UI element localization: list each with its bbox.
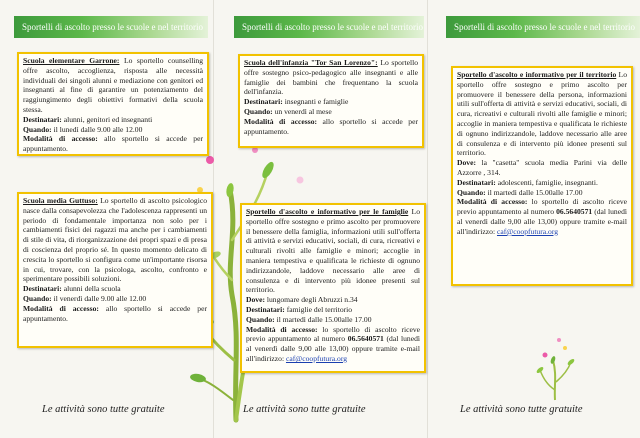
value-quando: il martedì dalle 15.00alle 17.00 xyxy=(485,187,583,197)
value-modalita: allo sportello si accede per appuntamento. xyxy=(244,116,418,136)
box-body: Lo sportello offre sostegno e primo ascolto per promuovere il benessere della famiglia, informazioni utili sull'offerta di attività e servizi educativi, sociali, di cura, ricreativi e culturali rivolti alle famiglie e minori; accoglie in maniera tempestiva e qualificata le richieste di ognuno indirizzandole, laddove necessario alle aree di consulenza e di intervento più idonee presenti sul territorio. xyxy=(246,207,420,295)
panel-header: Sportelli di ascolto presso le scuole e nel territorio xyxy=(14,16,208,38)
value-quando: il venerdì dalle 9.00 alle 12.00 xyxy=(51,293,147,303)
phone-number: 06.5640571 xyxy=(556,207,593,217)
box-title: Scuola elementare Garrone: xyxy=(23,56,120,65)
label-dove: Dove: xyxy=(246,295,265,305)
label-dove: Dove: xyxy=(457,158,476,168)
box-body: Lo sportello offre sostegno e primo ascolto per promuovere il benessere della persona, informazioni utili sull'offerta di attività e servizi educativi, sociali, di cura, ricreativi e culturali rivolti alle famiglie e minori; accoglie in maniera tempestiva e qualificata le richieste di ognuno indirizzandole, laddove necessario alle aree di consulenza e di intervento più idonee presenti sul territorio. xyxy=(457,70,627,158)
value-quando: il lunedì dalle 9.00 alle 12.00 xyxy=(51,124,143,134)
label-destinatari: Destinatari: xyxy=(23,284,62,294)
label-modalita: Modalità di accesso: xyxy=(23,303,99,313)
value-dove: lungomare degli Abruzzi n.34 xyxy=(264,295,358,305)
info-box-famiglie xyxy=(240,203,426,373)
box-title: Scuola media Guttuso: xyxy=(23,196,98,205)
email-link[interactable]: caf@coopfutura.org xyxy=(285,353,348,363)
label-quando: Quando: xyxy=(457,187,486,197)
label-modalita: Modalità di accesso: xyxy=(23,134,98,144)
value-destinatari: insegnanti e famiglie xyxy=(282,97,349,107)
label-destinatari: Destinatari: xyxy=(457,177,496,187)
box-title: Sportello d'ascolto e informativo per il territorio xyxy=(457,70,617,79)
label-modalita: Modalità di accesso: xyxy=(244,116,318,126)
value-modalita: lo sportello di ascolto riceve previo appuntamento al numero xyxy=(246,324,420,344)
box-title: Scuola dell'infanzia "Tor San Lorenzo": xyxy=(244,58,378,67)
label-modalita: Modalità di accesso: xyxy=(246,324,318,334)
value-contact-info: (dal lunedì al venerdì dalle 9,00 alle 13,00) oppure tramite e-mail all'indirizzo: xyxy=(457,207,627,236)
plant-decoration-icon xyxy=(535,330,575,400)
footer-note: Le attività sono tutte gratuite xyxy=(243,404,366,415)
info-box-guttuso xyxy=(17,192,213,348)
value-destinatari: adolescenti, famiglie, insegnanti. xyxy=(495,177,598,187)
label-destinatari: Destinatari: xyxy=(246,304,285,314)
box-body: Lo sportello offre sostegno psico-pedagogico alle insegnanti e alle famiglie dei bambini che frequentano la scuola dell'infanzia. xyxy=(244,58,419,97)
value-dove: la "casetta" scuola media Parini via delle Azzorre , 314. xyxy=(457,158,627,177)
value-modalita: allo sportello si accede per appuntamento. xyxy=(23,303,207,323)
box-title: Sportello d'ascolto e informativo per le famiglie xyxy=(246,207,409,216)
fold-line xyxy=(427,0,428,438)
value-destinatari: famiglie del territorio xyxy=(284,304,353,314)
box-body: Lo sportello counselling offre ascolto, accoglienza, risposta alle necessità individuali dei singoli alunni e mediazione con genitori ed insegnanti al fine di garantire un potenziamento del raggiungimento degli obiettivi formativi della scuola stessa. xyxy=(23,56,204,114)
label-quando: Quando: xyxy=(23,293,52,303)
value-modalita: lo sportello di ascolto riceve previo appuntamento al numero xyxy=(457,197,627,217)
panel-header: Sportelli di ascolto presso le scuole e nel territorio xyxy=(446,16,640,38)
label-quando: Quando: xyxy=(23,124,52,134)
label-destinatari: Destinatari: xyxy=(23,114,62,124)
value-destinatari: alunni della scuola xyxy=(61,284,121,294)
box-body: Lo sportello di ascolto psicologico nasce dalla consapevolezza che l'adolescenza rappresenti un periodo di fondamentale importanza non solo per i cambiamenti fisici dei ragazzi ma anche per i cambiamenti di stile di vita, di riorganizzazione dei propri spazi e di presa di coscienza del proprio sé. In questo momento delicato di crescita lo sportello si configura come un'importante risorsa in cui, trovare, con la psicologa, ascolto, confronto e sperimentare possibili soluzioni. xyxy=(23,196,207,284)
info-box-territorio xyxy=(451,66,633,286)
value-modalita: allo sportello si accede per appuntamento. xyxy=(23,134,203,154)
footer-note: Le attività sono tutte gratuite xyxy=(460,404,583,415)
info-box-infanzia xyxy=(238,54,424,148)
value-contact-info: (dal lunedì al venerdì dalle 9,00 alle 13,00) oppure tramite e-mail all'indirizzo: xyxy=(246,334,420,363)
value-quando: il martedì dalle 15.00alle 17.00 xyxy=(274,314,372,324)
panel-header: Sportelli di ascolto presso le scuole e nel territorio xyxy=(234,16,424,38)
label-modalita: Modalità di accesso: xyxy=(457,197,528,207)
footer-note: Le attività sono tutte gratuite xyxy=(42,404,165,415)
value-quando: un venerdì al mese xyxy=(272,106,332,116)
info-box-garrone xyxy=(17,52,209,156)
label-destinatari: Destinatari: xyxy=(244,97,283,107)
phone-number: 06.5640571 xyxy=(347,334,384,344)
label-quando: Quando: xyxy=(244,106,273,116)
email-link[interactable]: caf@coopfutura.org xyxy=(496,226,559,236)
value-destinatari: alunni, genitori ed insegnanti xyxy=(61,114,153,124)
label-quando: Quando: xyxy=(246,314,275,324)
